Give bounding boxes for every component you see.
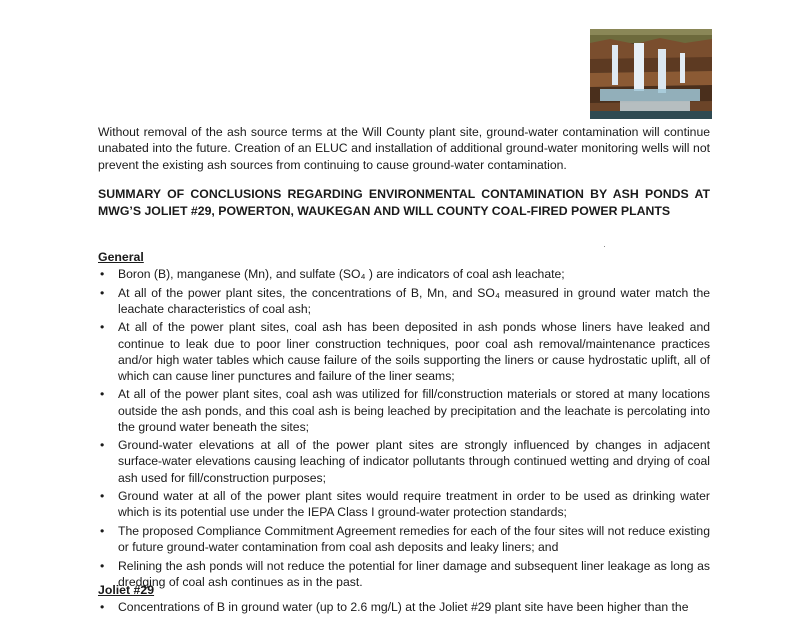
list-item: • Ground-water elevations at all of the power plant sites are strongly influenced by changes in adjacent surface-water elevations causing leaching of indicator pollutants through continued wetting and drying of coal ash used for fill/construction purposes; xyxy=(98,437,710,485)
stray-mark xyxy=(604,246,605,247)
list-item: • Ground water at all of the power plant sites would require treatment in order to be used as drinking water which is its potential use under the IEPA Class I ground-water protection standards; xyxy=(98,488,710,520)
section-title-joliet: Joliet #29 xyxy=(98,583,155,597)
list-item: • Boron (B), manganese (Mn), and sulfate (SO₄ ) are indicators of coal ash leachate; xyxy=(98,266,710,282)
joliet-bullet-list xyxy=(98,599,710,618)
list-item: • Concentrations of B in ground water (up to 2.6 mg/L) at the Joliet #29 plant site have been higher than the xyxy=(98,599,710,615)
waterfall-image xyxy=(590,29,712,119)
list-item: • At all of the power plant sites, coal ash was utilized for fill/construction materials or stored at many locations outside the ash ponds, and this coal ash is being leached by precipitation and the leachate is percolating into the ground water beneath the sites; xyxy=(98,386,710,434)
section-title-general: General xyxy=(98,250,144,264)
list-item: • At all of the power plant sites, coal ash has been deposited in ash ponds whose liners have leaked and continue to leak due to poor liner construction techniques, poor coal ash removal/maintenance practices and/or high water tables which cause failure of the soils supporting the liners or cause hydrostatic uplift, all of which can cause liner punctures and failure of the liner seams; xyxy=(98,319,710,383)
intro-paragraph: Without removal of the ash source terms at the Will County plant site, ground-water contamination will continue unabated into the future. Creation of an ELUC and installation of additional ground-water monitoring wells will not prevent the existing ash sources from continuing to cause ground-water contamination. xyxy=(98,125,710,172)
list-item: • At all of the power plant sites, the concentrations of B, Mn, and SO₄ measured in ground water match the leachate characteristics of coal ash; xyxy=(98,285,710,317)
general-bullet-list xyxy=(98,266,710,593)
list-item: • Relining the ash ponds will not reduce the potential for liner damage and subsequent liner leakage as long as dredging of coal ash continues as in the past. xyxy=(98,558,710,590)
list-item: • The proposed Compliance Commitment Agreement remedies for each of the four sites will not reduce existing or future ground-water contamination from coal ash deposits and leaky liners; and xyxy=(98,523,710,555)
waterfall-photo xyxy=(590,29,712,119)
summary-heading: SUMMARY OF CONCLUSIONS REGARDING ENVIRONMENTAL CONTAMINATION BY ASH PONDS AT MWG’S JOLIET #29, POWERTON, WAUKEGAN AND WILL COUNTY COAL-FIRED POWER PLANTS xyxy=(98,187,710,218)
